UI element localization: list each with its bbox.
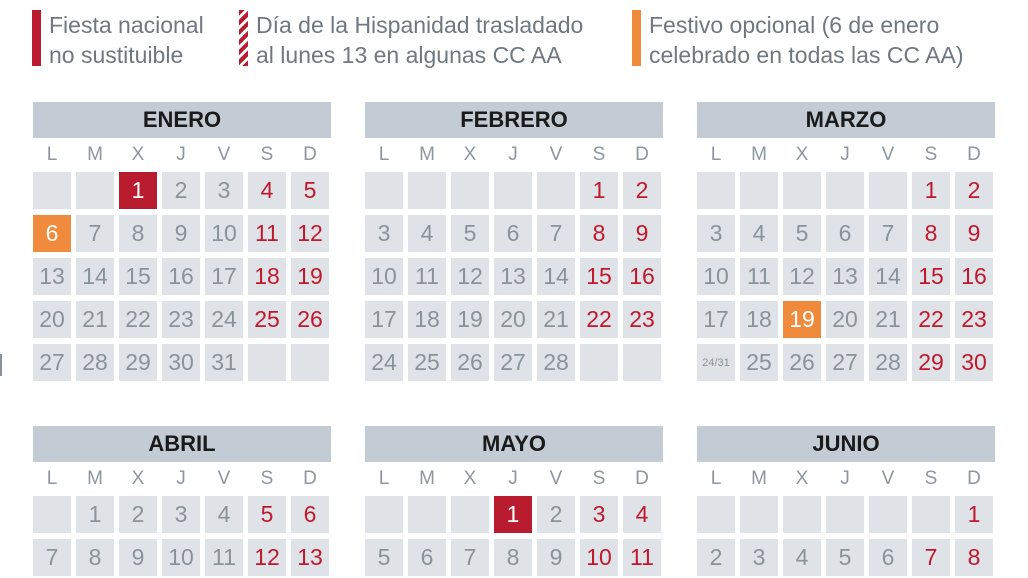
day-cell: 8 [955, 539, 993, 576]
day-cell: 3 [580, 496, 618, 533]
month-title: MARZO [697, 102, 995, 138]
day-cell: 20 [826, 301, 864, 338]
day-cell: 4 [248, 172, 286, 209]
day-cell: 4 [205, 496, 243, 533]
weekday-label: S [260, 144, 274, 165]
day-cell: 3 [697, 215, 735, 252]
month-mayo [365, 426, 663, 576]
day-cell: 9 [623, 215, 661, 252]
day-cell: 5 [826, 539, 864, 576]
day-cell: 21 [869, 301, 907, 338]
day-cell: 10 [365, 258, 403, 295]
day-grid [33, 172, 331, 381]
day-cell: 16 [955, 258, 993, 295]
day-cell: 21 [76, 301, 114, 338]
day-cell: 4 [408, 215, 446, 252]
empty-day-cell [451, 496, 489, 533]
day-cell: 2 [697, 539, 735, 576]
weekday-header [365, 462, 663, 496]
day-cell: 27 [494, 344, 532, 381]
empty-day-cell [537, 172, 575, 209]
weekday-label: X [795, 468, 809, 489]
day-cell: 2 [162, 172, 200, 209]
day-cell: 5 [291, 172, 329, 209]
day-cell: 3 [205, 172, 243, 209]
day-cell: 13 [33, 258, 71, 295]
day-cell: 4 [783, 539, 821, 576]
weekday-label: D [967, 468, 981, 489]
day-cell: 2 [623, 172, 661, 209]
day-cell: 11 [205, 539, 243, 576]
day-cell: 14 [76, 258, 114, 295]
hispanidad-swatch [239, 10, 248, 66]
day-cell: 7 [451, 539, 489, 576]
day-cell: 3 [162, 496, 200, 533]
empty-day-cell [33, 496, 71, 533]
weekday-label: V [549, 468, 563, 489]
legend-label: Día de la Hispanidad trasladado al lunes 13 en algunas CC AA [256, 12, 584, 68]
weekday-label: M [751, 144, 767, 165]
month-title: JUNIO [697, 426, 995, 462]
weekday-label: V [881, 144, 895, 165]
day-cell: 28 [537, 344, 575, 381]
day-cell: 5 [248, 496, 286, 533]
day-cell: 15 [580, 258, 618, 295]
day-cell: 9 [119, 539, 157, 576]
day-cell: 22 [580, 301, 618, 338]
day-cell: 13 [494, 258, 532, 295]
empty-day-cell [697, 496, 735, 533]
month-junio [697, 426, 995, 576]
day-cell: 12 [248, 539, 286, 576]
day-cell: 8 [119, 215, 157, 252]
empty-day-cell [783, 172, 821, 209]
empty-day-cell [697, 172, 735, 209]
legend-label: Fiesta nacional no sustituible [49, 12, 204, 68]
month-title: ENERO [33, 102, 331, 138]
weekday-label: J [840, 468, 850, 489]
weekday-label: D [303, 468, 317, 489]
day-cell: 11 [408, 258, 446, 295]
day-cell: 6 [494, 215, 532, 252]
month-abril [33, 426, 331, 576]
empty-day-cell [580, 344, 618, 381]
weekday-label: V [217, 468, 231, 489]
legend-item-national [32, 10, 204, 70]
day-cell: 5 [783, 215, 821, 252]
empty-day-cell [494, 172, 532, 209]
day-cell: 6 [291, 496, 329, 533]
day-cell: 7 [76, 215, 114, 252]
day-grid [697, 172, 995, 381]
empty-day-cell [623, 344, 661, 381]
month-febrero [365, 102, 663, 381]
day-cell: 8 [494, 539, 532, 576]
empty-day-cell [248, 344, 286, 381]
weekday-label: M [751, 468, 767, 489]
weekday-label: M [87, 468, 103, 489]
weekday-label: X [463, 144, 477, 165]
empty-day-cell [365, 172, 403, 209]
weekday-label: X [131, 144, 145, 165]
day-cell: 5 [451, 215, 489, 252]
national-holiday-day-cell: 1 [119, 172, 157, 209]
day-cell: 10 [162, 539, 200, 576]
day-cell: 19 [451, 301, 489, 338]
day-cell: 9 [955, 215, 993, 252]
weekday-label: J [840, 144, 850, 165]
day-cell: 30 [162, 344, 200, 381]
day-cell: 13 [291, 539, 329, 576]
optional-holiday-day-cell: 19 [783, 301, 821, 338]
weekday-header [697, 138, 995, 172]
weekday-header [365, 138, 663, 172]
day-cell: 28 [76, 344, 114, 381]
empty-day-cell [826, 496, 864, 533]
day-cell: 22 [119, 301, 157, 338]
weekday-label: L [378, 144, 390, 165]
empty-day-cell [291, 344, 329, 381]
day-cell: 7 [537, 215, 575, 252]
day-grid [33, 496, 331, 576]
weekday-header [33, 462, 331, 496]
weekday-label: D [635, 144, 649, 165]
weekday-label: V [549, 144, 563, 165]
day-cell: 24 [205, 301, 243, 338]
month-enero [33, 102, 331, 381]
day-cell: 6 [869, 539, 907, 576]
day-cell: 25 [740, 344, 778, 381]
day-cell: 31 [205, 344, 243, 381]
day-cell: 10 [697, 258, 735, 295]
day-cell: 8 [76, 539, 114, 576]
empty-day-cell [365, 496, 403, 533]
day-cell: 26 [783, 344, 821, 381]
day-cell: 12 [783, 258, 821, 295]
empty-day-cell [408, 496, 446, 533]
weekday-label: X [795, 144, 809, 165]
optional-holiday-day-cell: 6 [33, 215, 71, 252]
day-cell: 18 [740, 301, 778, 338]
day-cell: 8 [912, 215, 950, 252]
month-title: MAYO [365, 426, 663, 462]
weekday-label: D [967, 144, 981, 165]
legend [32, 10, 1012, 70]
day-cell: 24/31 [697, 344, 735, 381]
day-cell: 13 [826, 258, 864, 295]
empty-day-cell [783, 496, 821, 533]
weekday-label: L [46, 468, 58, 489]
day-cell: 20 [494, 301, 532, 338]
weekday-label: M [419, 144, 435, 165]
weekday-label: J [176, 468, 186, 489]
day-cell: 17 [697, 301, 735, 338]
empty-day-cell [76, 172, 114, 209]
empty-day-cell [740, 496, 778, 533]
weekday-label: J [176, 144, 186, 165]
day-cell: 17 [205, 258, 243, 295]
weekday-label: M [87, 144, 103, 165]
edge-divider [0, 354, 2, 376]
day-cell: 6 [408, 539, 446, 576]
day-cell: 25 [248, 301, 286, 338]
day-cell: 18 [248, 258, 286, 295]
weekday-label: S [924, 468, 938, 489]
day-cell: 1 [912, 172, 950, 209]
day-cell: 12 [291, 215, 329, 252]
day-cell: 19 [291, 258, 329, 295]
day-cell: 16 [623, 258, 661, 295]
weekday-header [33, 138, 331, 172]
empty-day-cell [451, 172, 489, 209]
national-holiday-swatch [32, 10, 41, 66]
day-cell: 25 [408, 344, 446, 381]
legend-item-hispanidad [239, 10, 583, 70]
day-cell: 23 [623, 301, 661, 338]
weekday-label: V [217, 144, 231, 165]
day-cell: 5 [365, 539, 403, 576]
day-cell: 1 [955, 496, 993, 533]
day-cell: 11 [740, 258, 778, 295]
weekday-label: V [881, 468, 895, 489]
empty-day-cell [869, 172, 907, 209]
weekday-label: S [924, 144, 938, 165]
day-cell: 10 [205, 215, 243, 252]
day-cell: 15 [912, 258, 950, 295]
day-cell: 1 [580, 172, 618, 209]
day-cell: 16 [162, 258, 200, 295]
national-holiday-day-cell: 1 [494, 496, 532, 533]
day-cell: 12 [451, 258, 489, 295]
day-cell: 15 [119, 258, 157, 295]
day-cell: 18 [408, 301, 446, 338]
optional-holiday-swatch [632, 10, 641, 66]
weekday-label: D [635, 468, 649, 489]
day-cell: 29 [119, 344, 157, 381]
weekday-label: S [260, 468, 274, 489]
day-cell: 27 [33, 344, 71, 381]
weekday-label: X [131, 468, 145, 489]
day-cell: 11 [623, 539, 661, 576]
day-cell: 2 [537, 496, 575, 533]
empty-day-cell [33, 172, 71, 209]
empty-day-cell [826, 172, 864, 209]
empty-day-cell [740, 172, 778, 209]
day-cell: 7 [869, 215, 907, 252]
weekday-label: S [592, 144, 606, 165]
day-cell: 11 [248, 215, 286, 252]
day-cell: 17 [365, 301, 403, 338]
day-cell: 24 [365, 344, 403, 381]
day-grid [365, 172, 663, 381]
weekday-label: L [46, 144, 58, 165]
day-cell: 29 [912, 344, 950, 381]
day-cell: 9 [537, 539, 575, 576]
day-cell: 6 [826, 215, 864, 252]
day-cell: 4 [623, 496, 661, 533]
day-cell: 21 [537, 301, 575, 338]
day-cell: 3 [365, 215, 403, 252]
day-cell: 26 [291, 301, 329, 338]
day-cell: 26 [451, 344, 489, 381]
day-cell: 23 [955, 301, 993, 338]
weekday-label: M [419, 468, 435, 489]
day-cell: 20 [33, 301, 71, 338]
month-title: ABRIL [33, 426, 331, 462]
month-title: FEBRERO [365, 102, 663, 138]
day-cell: 4 [740, 215, 778, 252]
day-cell: 22 [912, 301, 950, 338]
day-cell: 7 [33, 539, 71, 576]
legend-item-optional [632, 10, 964, 70]
weekday-label: L [378, 468, 390, 489]
weekday-label: L [710, 468, 722, 489]
empty-day-cell [912, 496, 950, 533]
weekday-header [697, 462, 995, 496]
empty-day-cell [408, 172, 446, 209]
empty-day-cell [869, 496, 907, 533]
day-grid [365, 496, 663, 576]
day-cell: 14 [537, 258, 575, 295]
day-cell: 23 [162, 301, 200, 338]
weekday-label: D [303, 144, 317, 165]
day-grid [697, 496, 995, 576]
day-cell: 8 [580, 215, 618, 252]
day-cell: 2 [955, 172, 993, 209]
day-cell: 9 [162, 215, 200, 252]
day-cell: 10 [580, 539, 618, 576]
legend-label: Festivo opcional (6 de enero celebrado en todas las CC AA) [649, 12, 964, 68]
day-cell: 1 [76, 496, 114, 533]
day-cell: 7 [912, 539, 950, 576]
weekday-label: L [710, 144, 722, 165]
day-cell: 2 [119, 496, 157, 533]
day-cell: 30 [955, 344, 993, 381]
day-cell: 3 [740, 539, 778, 576]
day-cell: 27 [826, 344, 864, 381]
day-cell: 28 [869, 344, 907, 381]
day-cell: 14 [869, 258, 907, 295]
weekday-label: J [508, 144, 518, 165]
weekday-label: J [508, 468, 518, 489]
month-marzo [697, 102, 995, 381]
weekday-label: X [463, 468, 477, 489]
weekday-label: S [592, 468, 606, 489]
